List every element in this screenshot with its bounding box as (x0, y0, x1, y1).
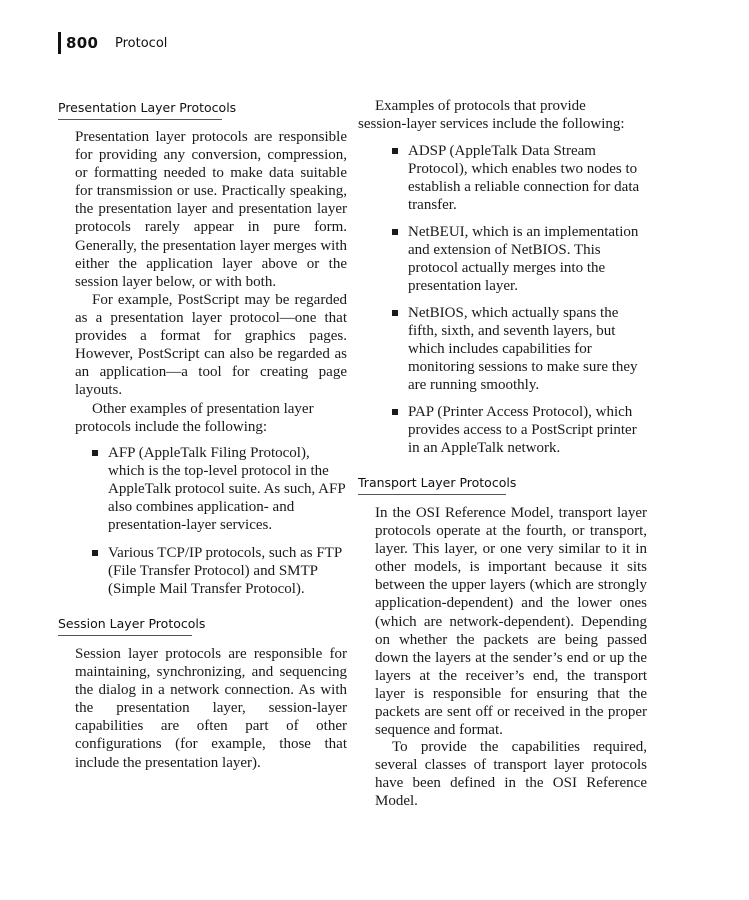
presentation-bullet-1-text: AFP (AppleTalk Filing Protocol), which is the top-level protocol in the AppleTalk protocol suite. As such, AFP also combines application- and presentation-layer services. (108, 445, 346, 534)
presentation-paragraph-3: Other examples of presentation layer protocols include the following: (75, 401, 314, 436)
bullet-square-icon (92, 450, 98, 456)
transport-paragraph-1: In the OSI Reference Model, transport layer protocols operate at the fourth, or transport, layer. This layer, or one very similar to it in other models, is important because it sits between the upper layers (which are strongly application-dependent) and the lower ones (which are network-dependent). Depending on whether the packets are being passed down the layers at the sender’s end or up the layers at the receiver’s end, the transport layer is responsible for ensuring that the packets are sent off or received in the proper sequence and format. (375, 505, 647, 739)
presentation-paragraph-2: For example, PostScript may be regarded as a presentation layer protocol—one that provides a format for graphics pages. However, PostScript can also be regarded as an application—a tool for creating page layouts. (75, 292, 347, 399)
presentation-bullet-2 (75, 544, 347, 604)
bullet-square-icon (92, 550, 98, 556)
transport-heading: Transport Layer Protocols (358, 475, 517, 490)
bullet-square-icon (392, 409, 398, 415)
transport-paragraph-2: To provide the capabilities required, several classes of transport layer protocols have been defined in the OSI Reference Model. (375, 739, 647, 810)
session-paragraph-2: Examples of protocols that provide session-layer services include the following: (358, 98, 625, 133)
transport-heading-rule (358, 494, 506, 495)
session-bullet-1 (375, 142, 647, 220)
running-title: Protocol (115, 36, 168, 51)
session-bullet-2 (375, 223, 647, 301)
header-rule (58, 32, 61, 54)
session-bullet-4-text: PAP (Printer Access Protocol), which provides access to a PostScript printer in an AppleTalk network. (408, 404, 637, 457)
session-paragraph-1: Session layer protocols are responsible for maintaining, synchronizing, and sequencing the dialog in a network connection. As with the presentation layer, session-layer capabilities are often part of other configurations (for example, those that include the presentation layer). (75, 646, 347, 771)
bullet-square-icon (392, 310, 398, 316)
session-bullet-1-text: ADSP (AppleTalk Data Stream Protocol), which enables two nodes to establish a reliable connection for data transfer. (408, 143, 640, 214)
session-bullet-4 (375, 403, 647, 463)
session-heading-rule (58, 635, 192, 636)
bullet-square-icon (392, 148, 398, 154)
session-bullet-3-text: NetBIOS, which actually spans the fifth, sixth, and seventh layers, but which includes capabilities for monitoring sessions to make sure they are running smoothly. (408, 305, 638, 394)
presentation-bullet-2-text: Various TCP/IP protocols, such as FTP (File Transfer Protocol) and SMTP (Simple Mail Transfer Protocol). (108, 545, 342, 598)
session-bullet-3 (375, 304, 647, 394)
presentation-heading-rule (58, 119, 222, 120)
presentation-bullet-1 (75, 444, 347, 540)
bullet-square-icon (392, 229, 398, 235)
presentation-heading: Presentation Layer Protocols (58, 100, 237, 115)
session-bullet-2-text: NetBEUI, which is an implementation and extension of NetBIOS. This protocol actually merges into the presentation layer. (408, 224, 639, 295)
session-heading: Session Layer Protocols (58, 616, 206, 631)
presentation-paragraph-1: Presentation layer protocols are responsible for providing any conversion, compression, or formatting needed to make data suitable for transmission or use. Practically speaking, the presentation layer and presentation layer protocols rarely appear in pure form. Generally, the presentation layer merges with either the application layer above or the session layer below, or with both. (75, 129, 347, 290)
page-number: 800 (66, 34, 99, 52)
